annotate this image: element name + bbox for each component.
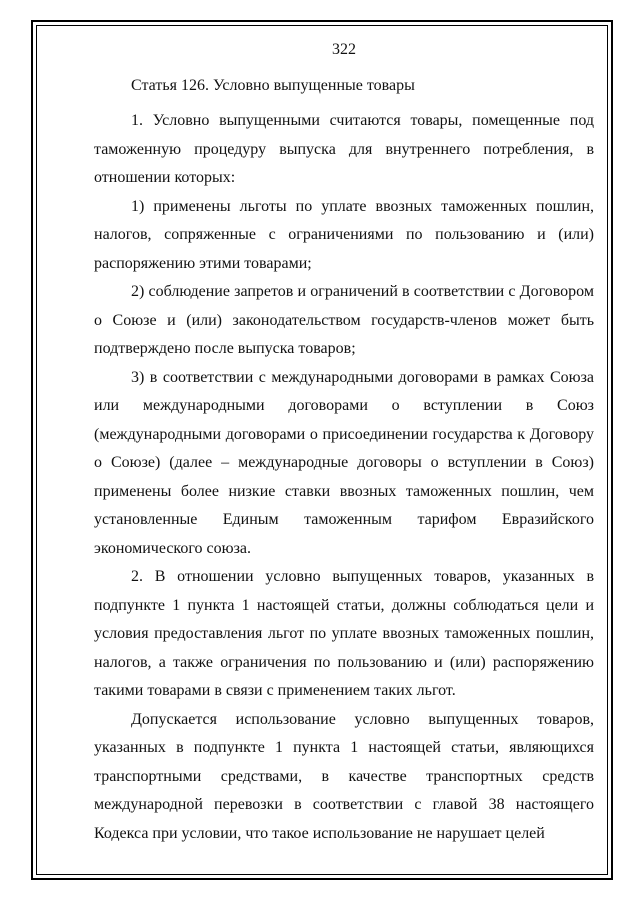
- page-number: 322: [332, 41, 356, 58]
- paragraph-2: 2. В отношении условно выпущенных товаров, указанных в подпункте 1 пункта 1 настоящей статьи, должны соблюдаться цели и условия предоставления льгот по уплате ввозных таможенных пошлин, налогов, а также ограничения по пользованию и (или) распоряжению такими товарами в связи с применением таких льгот.: [94, 568, 594, 699]
- document-page: [94, 36, 594, 848]
- subparagraph-2: 2) соблюдение запретов и ограничений в соответствии с Договором о Союзе и (или) законодательством государств-членов может быть подтверждено после выпуска товаров;: [94, 283, 594, 357]
- article-title: Статья 126. Условно выпущенные товары: [131, 76, 415, 94]
- paragraph-3: Допускается использование условно выпущенных товаров, указанных в подпункте 1 пункта 1 настоящей статьи, являющихся транспортными средствами, в качестве транспортных средств международной перевозки в соответствии с главой 38 настоящего Кодекса при условии, что такое использование не нарушает целей: [94, 710, 594, 842]
- paragraph-1: 1. Условно выпущенными считаются товары, помещенные под таможенную процедуру выпуска для внутреннего потребления, в отношении которых:: [94, 112, 594, 186]
- subparagraph-1: 1) применены льготы по уплате ввозных таможенных пошлин, налогов, сопряженные с ограничениями по пользованию и (или) распоряжению этими товарами;: [94, 197, 594, 272]
- subparagraph-3: 3) в соответствии с международными договорами в рамках Союза или международными договорами о вступлении в Союз (международными договорами о присоединении государства к Договору о Союзе) (далее – международные договоры о вступлении в Союз) применены более низкие ставки ввозных таможенных пошлин, чем установленные Единым таможенным тарифом Евразийского экономического союза.: [94, 368, 594, 557]
